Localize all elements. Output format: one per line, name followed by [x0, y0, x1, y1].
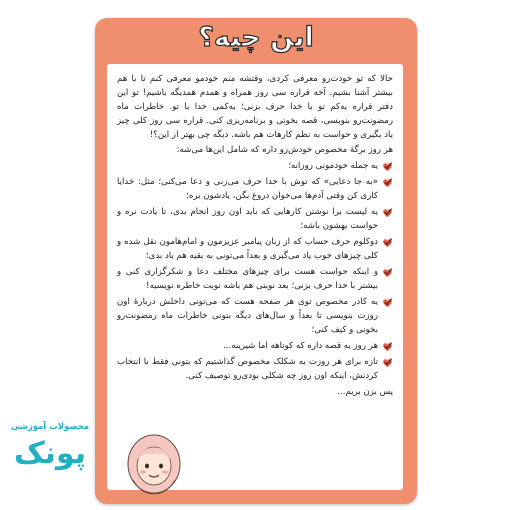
list-item [117, 265, 393, 293]
list-lead: هر روز برگهٔ مخصوص خودش‌رو داره که شامل این‌ها می‌شه: [176, 145, 393, 155]
list-item [117, 235, 393, 263]
brand-tagline: محصولات آموزشی [10, 422, 90, 432]
book-title: این چیه؟ [198, 22, 314, 53]
feature-list [117, 159, 393, 383]
check-heart-icon [382, 267, 393, 278]
list-item-text: دوکلوم حرف حساب که از زبان پیامبر عزیزمون و امام‌هامون نقل شده و کلی چیزهای خوب یاد می‌گیری و بعداً می‌تونی به بقیه هم یاد بدی؛ [117, 237, 378, 261]
check-heart-icon [382, 207, 393, 218]
list-item-text: و اینکه حواست هست برای چیزهای مختلف دعا و شکرگزاری کنی و بیشتر با خدا حرف بزنی؛ بعد نوبتی هم باشه نوبت خاطره نویسیه! [117, 267, 378, 291]
text-body [117, 72, 393, 399]
brand-logo [2, 410, 98, 506]
list-item-text: یه جمله خودمونی روزانه؛ [288, 161, 378, 171]
intro-paragraph: حالا که تو خودت‌رو معرفی کردی، وقتشه منم خودمو معرفی کنم تا با هم بیشتر آشنا بشیم. آخه قراره سی روز همراه و همدم همدیگه باشیم! تو این دفتر قراره یه‌کم تو با خدا حرف بزنی؛ یه‌کمی خدا با تو. خاطرات ماه رمضونت‌رو بنویسی، قصه بخونی و برنامه‌ریزی کنی. قراره سی روز کلی چیز یاد بگیری و حواست به نظم کارهات هم باشه. دیگه چی بهتر از این؟! [117, 74, 393, 140]
list-item-text: «به جا دعایی» که توش با خدا حرف می‌زنی و دعا می‌کنی؛ مثل: خدایا کاری کن وقتی آدم‌ها می‌خوان دروغ بگن، یادشون بره؛ [117, 177, 378, 201]
check-heart-icon [382, 341, 393, 352]
content-page [107, 64, 403, 490]
list-item [117, 295, 393, 337]
check-heart-icon [382, 177, 393, 188]
title-area [95, 22, 417, 53]
check-heart-icon [382, 237, 393, 248]
list-item-text: یه کادر مخصوص توی هر صفحه هست که می‌تونی داخلش دربارهٔ اون روزت بنویسی تا بعداً و سال‌های دیگه بتونی خاطرات ماه رمضونت‌رو بخونی و کیف کنی؛ [117, 297, 378, 335]
girl-hijab-icon [121, 430, 187, 496]
check-heart-icon [382, 161, 393, 172]
brand-name: پونک [13, 436, 87, 471]
list-item [117, 159, 393, 173]
list-item [117, 339, 393, 353]
book-cover [95, 18, 417, 504]
list-item [117, 175, 393, 203]
list-item-text: تازه برای هر روزت یه شکلک مخصوص گذاشتیم که بتونی فقط با انتخاب کردنش، اینکه اون روز چه شکلی بودی‌رو توصیف کنی. [117, 357, 378, 381]
list-item [117, 355, 393, 383]
ending-line: پس بزن بریم... [337, 387, 393, 397]
check-heart-icon [382, 297, 393, 308]
check-heart-icon [382, 357, 393, 368]
list-item-text: یه لیست برا نوشتن کارهایی که باید اون روز انجام بدی، تا یادت نره و حواست بهشون باشه؛ [117, 207, 378, 231]
list-item [117, 205, 393, 233]
list-item-text: هر روز یه قصه داره که کوتاهه اما شیرینه... [223, 341, 378, 351]
